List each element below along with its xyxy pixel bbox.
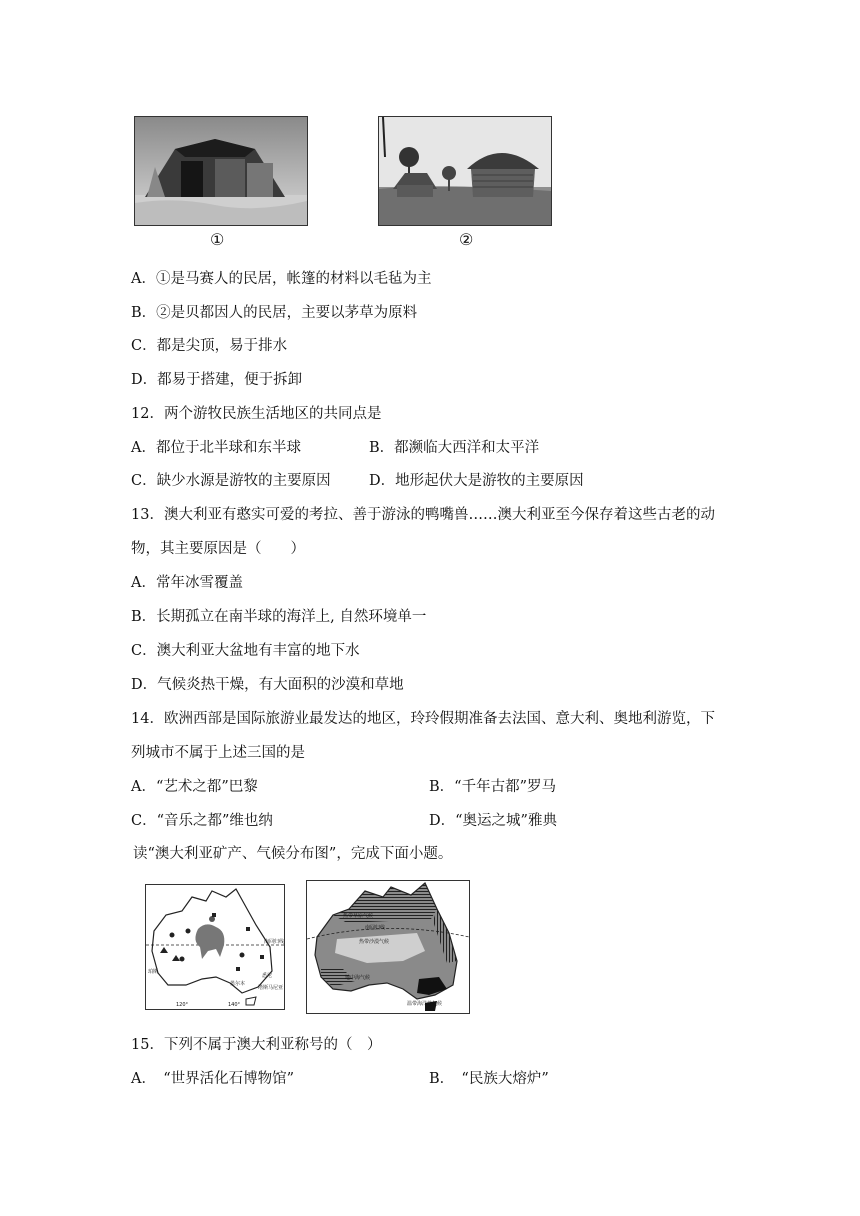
map2-label-tropic: 南回归线: [365, 925, 386, 931]
q12-stem: 12．两个游牧民族生活地区的共同点是: [131, 406, 382, 422]
q14-option-b: B．“千年古都”罗马: [429, 779, 556, 795]
map1-label-sydney: 悉尼: [262, 973, 273, 979]
map2-label-oceanic: 温带海洋性气候: [407, 1001, 443, 1007]
q15-option-a: A． “世界活化石博物馆”: [131, 1071, 295, 1087]
q12-option-a: A．都位于北半球和东半球: [131, 440, 301, 456]
map-australia-minerals: [145, 884, 285, 1010]
photo-caption-1: ①: [210, 230, 225, 249]
q13-stem-line1: 13．澳大利亚有憨实可爱的考拉、善于游泳的鸭嘴兽……澳大利亚至今保存着这些古老的动: [131, 507, 715, 523]
map2-label-savanna: 热带草原气候: [343, 913, 374, 919]
map1-label-120: 120°: [176, 1002, 189, 1008]
q13-option-c: C．澳大利亚大盆地有丰富的地下水: [131, 643, 360, 659]
q14-option-c: C．“音乐之都”维也纳: [131, 813, 273, 829]
map2-label-mediterranean: 地中海气候: [345, 975, 371, 981]
map1-label-tropic: 南回归线: [264, 939, 284, 945]
q15-option-b: B． “民族大熔炉”: [429, 1071, 549, 1087]
q15-stem: 15．下列不属于澳大利亚称号的（ ）: [131, 1037, 382, 1053]
q14-option-a: A．“艺术之都”巴黎: [131, 779, 258, 795]
q11-option-a: A．①是马赛人的民居，帐篷的材料以毛毡为主: [131, 271, 432, 287]
q12-option-d: D．地形起伏大是游牧的主要原因: [369, 473, 584, 489]
map-intro: 读“澳大利亚矿产、气候分布图”，完成下面小题。: [133, 846, 453, 862]
map-australia-climate: [306, 880, 470, 1014]
q13-stem-line2: 物，其主要原因是（ ）: [131, 541, 305, 557]
q13-option-a: A．常年冰雪覆盖: [131, 575, 243, 591]
photo-caption-2: ②: [459, 230, 474, 249]
q12-option-c: C．缺少水源是游牧的主要原因: [131, 473, 331, 489]
map1-label-tasmania: 塔斯马尼亚: [258, 985, 284, 991]
q13-option-d: D．气候炎热干燥，有大面积的沙漠和草地: [131, 677, 404, 693]
q11-option-d: D．都易于搭建，便于拆卸: [131, 372, 303, 388]
map2-label-desert: 热带沙漠气候: [359, 939, 390, 945]
q14-stem-line1: 14．欧洲西部是国际旅游业最发达的地区，玲玲假期准备去法国、意大利、奥地利游览，下: [131, 711, 715, 727]
q14-option-d: D．“奥运之城”雅典: [429, 813, 557, 829]
map1-label-140: 140°: [228, 1002, 241, 1008]
q11-option-b: B．②是贝都因人的民居，主要以茅草为原料: [131, 305, 418, 321]
map1-label-perth: 珀斯: [148, 969, 159, 975]
photo-maasai-hut: [378, 116, 552, 226]
q13-option-b: B．长期孤立在南半球的海洋上, 自然环境单一: [131, 609, 427, 625]
q14-stem-line2: 列城市不属于上述三国的是: [131, 745, 305, 761]
q12-option-b: B．都濒临大西洋和太平洋: [369, 440, 540, 456]
q11-option-c: C．都是尖顶，易于排水: [131, 338, 288, 354]
map1-label-melbourne: 墨尔本: [230, 981, 246, 987]
photo-bedouin-tent: [134, 116, 308, 226]
